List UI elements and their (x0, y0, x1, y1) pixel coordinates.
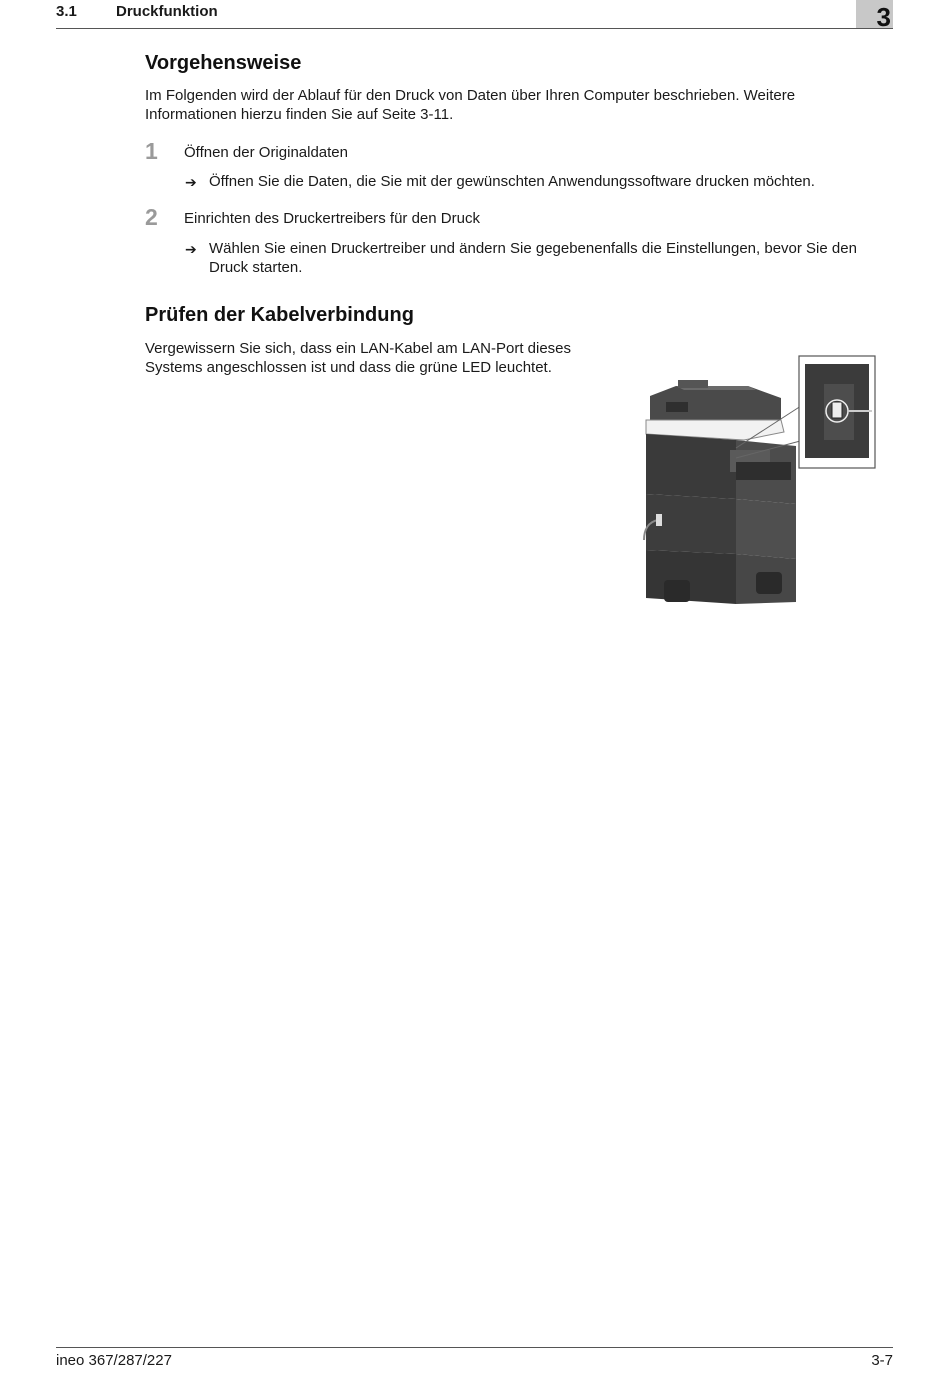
step-detail: Öffnen Sie die Daten, die Sie mit der gewünschten Anwendungssoftware drucken möchten. (209, 173, 815, 190)
chapter-number: 3 (876, 2, 891, 32)
step-detail: Wählen Sie einen Druckertreiber und ändern Sie gegebenenfalls die Einstellungen, bevor Sie den Druck starten. (209, 240, 857, 276)
cable-check-text: Vergewissern Sie sich, dass ein LAN-Kabel am LAN-Port dieses Systems angeschlossen ist und dass die grüne LED leuchtet. (145, 340, 572, 376)
step-title: Einrichten des Druckertreibers für den Druck (184, 210, 480, 227)
step-title: Öffnen der Originaldaten (184, 144, 348, 161)
chapter-tab (856, 0, 893, 32)
footer-model: ineo 367/287/227 (56, 1352, 172, 1369)
step-number: 1 (145, 138, 158, 164)
printer-lan-illustration (636, 354, 880, 614)
arrow-icon: ➔ (185, 241, 197, 257)
step-number: 2 (145, 204, 158, 230)
page-header (56, 0, 893, 30)
cable-check-heading: Prüfen der Kabelverbindung (145, 304, 414, 326)
procedure-intro: Im Folgenden wird der Ablauf für den Druck von Daten über Ihren Computer beschrieben. Weitere Informationen hierzu finden Sie auf Seite 3-11. (145, 87, 796, 123)
section-title: Druckfunktion (116, 3, 218, 20)
section-number: 3.1 (56, 3, 77, 20)
footer-page-number: 3-7 (871, 1352, 893, 1369)
footer-divider (56, 1347, 893, 1348)
procedure-heading: Vorgehensweise (145, 52, 302, 74)
header-divider (56, 28, 893, 29)
arrow-icon: ➔ (185, 174, 197, 190)
